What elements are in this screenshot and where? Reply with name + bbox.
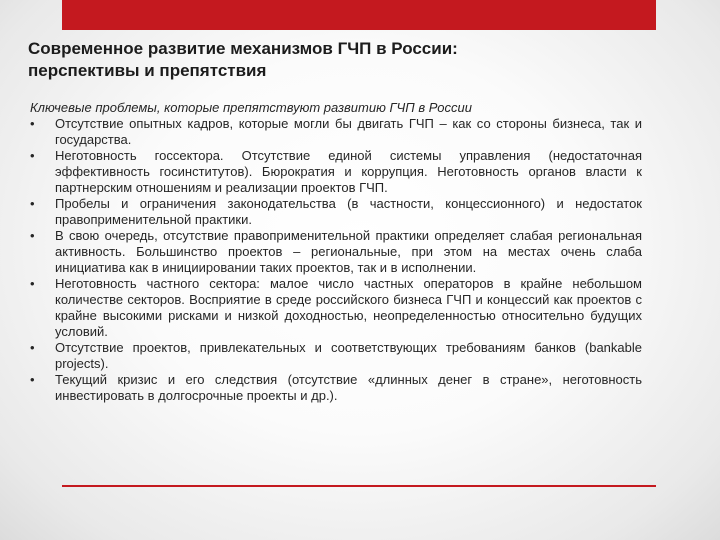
- list-item-text: Отсутствие проектов, привлекательных и соответствующих требованиям банков (bankable projects).: [55, 340, 642, 371]
- list-item: [30, 228, 642, 276]
- list-item-text: Пробелы и ограничения законодательства (в частности, концессионного) и недостаток правоприменительной практики.: [55, 196, 642, 227]
- list-item: [30, 116, 642, 148]
- list-item-text: Неготовность частного сектора: малое число частных операторов в крайне небольшом количестве секторов. Восприятие в среде российского бизнеса ГЧП и концессий как проектов с крайне высокими рисками и низкой доходностью, неопределенностью относительно будущих условий.: [55, 276, 642, 339]
- bullet-icon: •: [30, 276, 35, 291]
- bullet-icon: •: [30, 372, 35, 387]
- list-item: [30, 340, 642, 372]
- list-item: [30, 372, 642, 404]
- problem-list: [30, 116, 642, 404]
- bullet-icon: •: [30, 228, 35, 243]
- bullet-icon: •: [30, 116, 35, 131]
- list-item: [30, 196, 642, 228]
- list-item: [30, 276, 642, 340]
- list-item-text: Текущий кризис и его следствия (отсутствие «длинных денег в стране», неготовность инвестировать в долгосрочные проекты и др.).: [55, 372, 642, 403]
- bullet-icon: •: [30, 340, 35, 355]
- list-item-text: Отсутствие опытных кадров, которые могли бы двигать ГЧП – как со стороны бизнеса, так и государства.: [55, 116, 642, 147]
- bottom-accent-line: [62, 485, 656, 487]
- list-item: [30, 148, 642, 196]
- slide-subtitle: Ключевые проблемы, которые препятствуют развитию ГЧП в России: [30, 100, 472, 115]
- slide-title: [28, 38, 678, 82]
- slide-content: [30, 100, 642, 404]
- list-item-text: В свою очередь, отсутствие правоприменительной практики определяет слабая региональная активность. Большинство проектов – региональные, при этом на местах очень слаба инициатива как в инициировании таких проектов, так и в исполнении.: [55, 228, 642, 275]
- bullet-icon: •: [30, 196, 35, 211]
- top-accent-bar: [62, 0, 656, 30]
- bullet-icon: •: [30, 148, 35, 163]
- slide-title-line-2: перспективы и препятствия: [28, 61, 267, 80]
- list-item-text: Неготовность госсектора. Отсутствие единой системы управления (недостаточная эффективность госинститутов). Бюрократия и коррупция. Неготовность органов власти к партнерским отношениям и реализации проектов ГЧП.: [55, 148, 642, 195]
- slide-title-line-1: Современное развитие механизмов ГЧП в России:: [28, 39, 458, 58]
